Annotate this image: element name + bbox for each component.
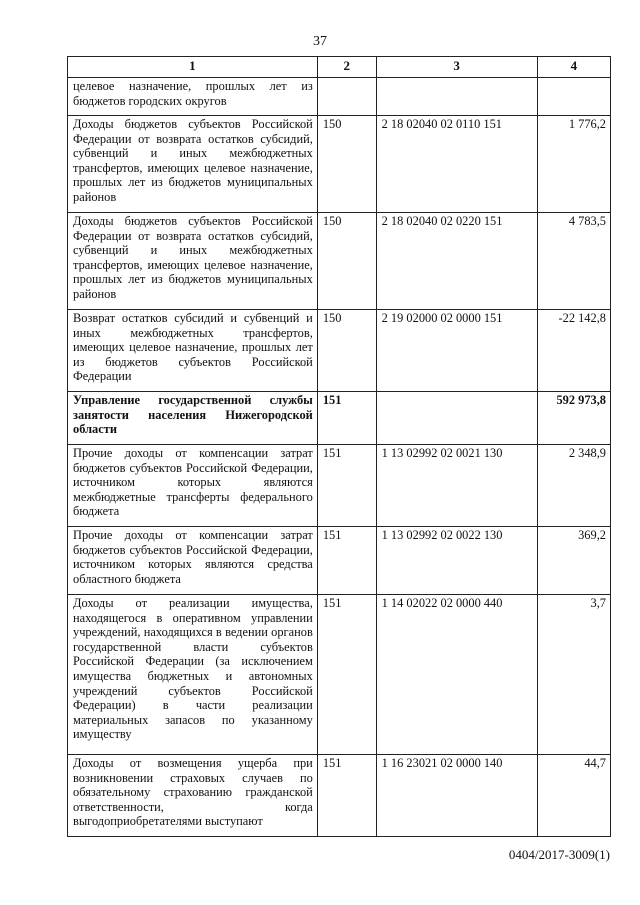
table-row [68, 595, 611, 755]
revenue-name: целевое назначение, прошлых лет из бюджетов городских округов [68, 78, 318, 116]
revenue-name: Доходы от реализации имущества, находящегося в оперативном управлении учреждений, находящихся в ведении органов государственной власти субъектов Российской Федерации (за исключением имущества бюджетных и автономных учреждений субъектов Российской Федерации) в части реализации материальных запасов по указанному имуществу [68, 595, 318, 755]
table-row [68, 392, 611, 445]
admin-code: 151 [317, 445, 376, 527]
page-number: 37 [313, 34, 327, 49]
amount [537, 78, 610, 116]
budget-classification-code [376, 392, 537, 445]
admin-code: 150 [317, 116, 376, 213]
admin-code [317, 78, 376, 116]
budget-classification-code: 2 18 02040 02 0110 151 [376, 116, 537, 213]
table-row [68, 310, 611, 392]
document-footer-code: 0404/2017-3009(1) [508, 847, 610, 862]
amount: 2 348,9 [537, 445, 610, 527]
amount: -22 142,8 [537, 310, 610, 392]
header-col-1: 1 [68, 57, 318, 78]
revenue-table [67, 56, 611, 837]
revenue-name: Управление государственной службы занятости населения Нижегородской области [68, 392, 318, 445]
amount: 44,7 [537, 755, 610, 837]
table-row [68, 116, 611, 213]
budget-classification-code: 1 16 23021 02 0000 140 [376, 755, 537, 837]
amount: 592 973,8 [537, 392, 610, 445]
admin-code: 150 [317, 213, 376, 310]
budget-classification-code: 1 14 02022 02 0000 440 [376, 595, 537, 755]
revenue-name: Доходы бюджетов субъектов Российской Федерации от возврата остатков субсидий, субвенций и иных межбюджетных трансфертов, имеющих целевое назначение, прошлых лет из бюджетов муниципальных районов [68, 213, 318, 310]
table-header-row [68, 57, 611, 78]
amount: 4 783,5 [537, 213, 610, 310]
amount: 3,7 [537, 595, 610, 755]
revenue-name: Доходы от возмещения ущерба при возникновении страховых случаев по обязательному страхованию гражданской ответственности, когда выгодоприобретателями выступают [68, 755, 318, 837]
amount: 369,2 [537, 527, 610, 595]
budget-classification-code: 2 18 02040 02 0220 151 [376, 213, 537, 310]
revenue-name: Прочие доходы от компенсации затрат бюджетов субъектов Российской Федерации, источником которых являются средства областного бюджета [68, 527, 318, 595]
table-row [68, 213, 611, 310]
budget-classification-code [376, 78, 537, 116]
admin-code: 151 [317, 595, 376, 755]
budget-classification-code: 2 19 02000 02 0000 151 [376, 310, 537, 392]
header-col-4: 4 [537, 57, 610, 78]
header-col-2: 2 [317, 57, 376, 78]
table-row [68, 78, 611, 116]
table-row [68, 445, 611, 527]
admin-code: 151 [317, 392, 376, 445]
budget-classification-code: 1 13 02992 02 0022 130 [376, 527, 537, 595]
revenue-name: Прочие доходы от компенсации затрат бюджетов субъектов Российской Федерации, источником которых являются межбюджетные трансферты федерального бюджета [68, 445, 318, 527]
admin-code: 151 [317, 527, 376, 595]
amount: 1 776,2 [537, 116, 610, 213]
budget-classification-code: 1 13 02992 02 0021 130 [376, 445, 537, 527]
revenue-name: Возврат остатков субсидий и субвенций и иных межбюджетных трансфертов, имеющих целевое назначение, прошлых лет из бюджетов субъектов Российской Федерации [68, 310, 318, 392]
admin-code: 150 [317, 310, 376, 392]
table-row [68, 527, 611, 595]
admin-code: 151 [317, 755, 376, 837]
revenue-name: Доходы бюджетов субъектов Российской Федерации от возврата остатков субсидий, субвенций и иных межбюджетных трансфертов, имеющих целевое назначение, прошлых лет из бюджетов муниципальных районов [68, 116, 318, 213]
header-col-3: 3 [376, 57, 537, 78]
table-row [68, 755, 611, 837]
